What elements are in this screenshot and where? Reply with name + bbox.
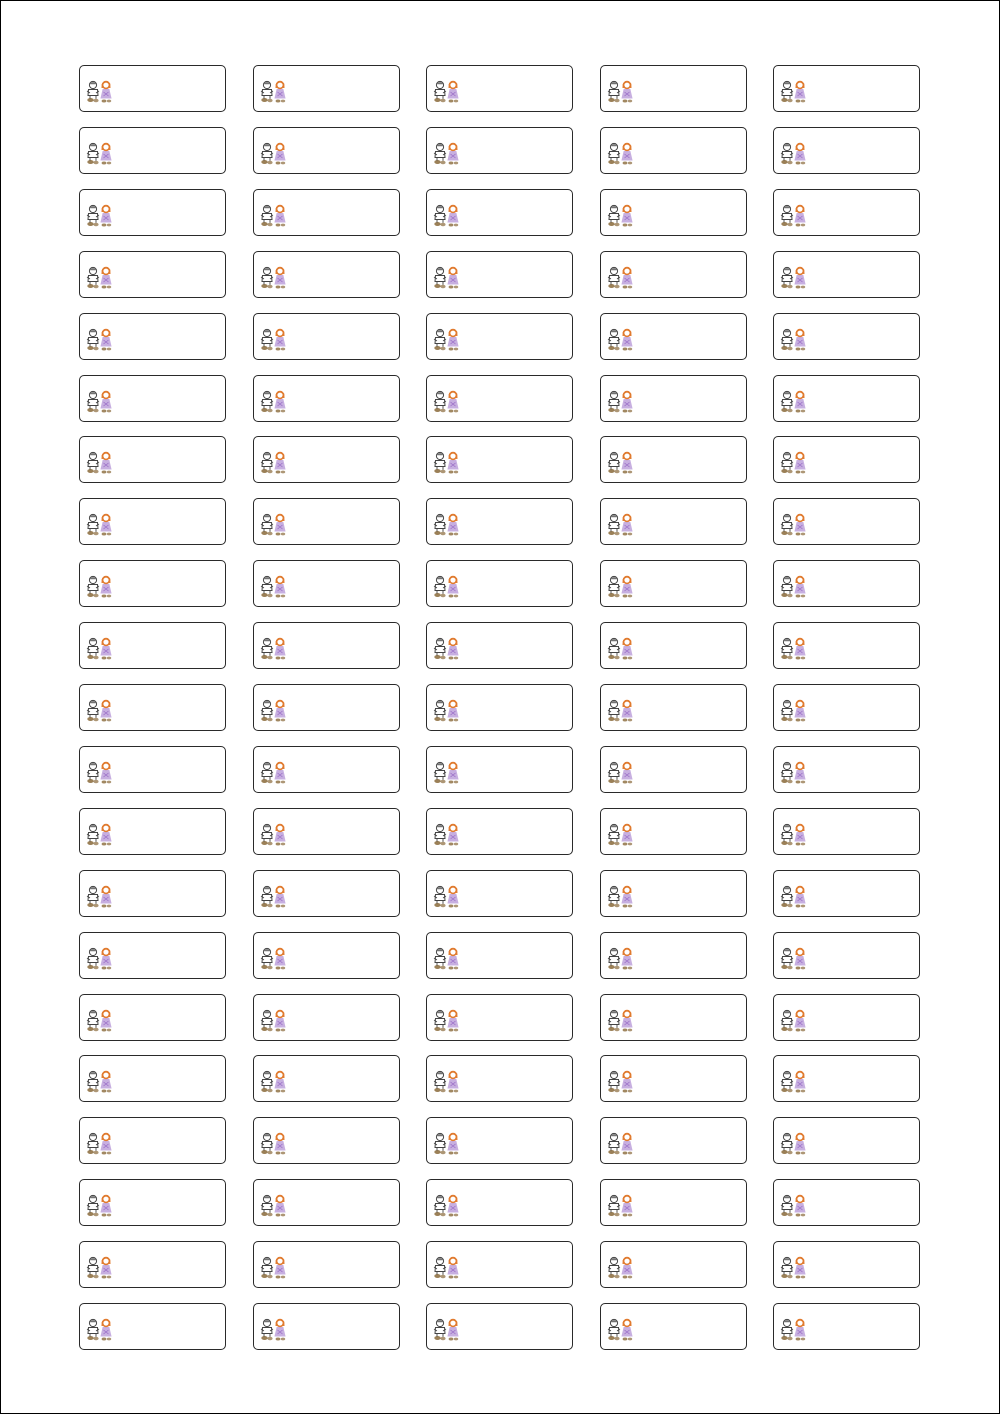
two-children-clipart-icon bbox=[605, 822, 635, 848]
label-cell bbox=[773, 1117, 920, 1164]
two-children-clipart-icon bbox=[778, 1317, 808, 1343]
label-cell bbox=[426, 313, 573, 360]
label-cell bbox=[253, 189, 400, 236]
label-grid bbox=[79, 65, 923, 1351]
two-children-clipart-icon bbox=[605, 327, 635, 353]
two-children-clipart-icon bbox=[84, 946, 114, 972]
two-children-clipart-icon bbox=[431, 141, 461, 167]
two-children-clipart-icon bbox=[778, 698, 808, 724]
label-cell bbox=[253, 560, 400, 607]
label-cell bbox=[253, 436, 400, 483]
label-cell bbox=[600, 375, 747, 422]
two-children-clipart-icon bbox=[605, 79, 635, 105]
two-children-clipart-icon bbox=[258, 822, 288, 848]
two-children-clipart-icon bbox=[431, 1317, 461, 1343]
two-children-clipart-icon bbox=[431, 822, 461, 848]
two-children-clipart-icon bbox=[258, 327, 288, 353]
two-children-clipart-icon bbox=[605, 884, 635, 910]
two-children-clipart-icon bbox=[778, 265, 808, 291]
label-cell bbox=[253, 1241, 400, 1288]
label-cell bbox=[426, 746, 573, 793]
label-cell bbox=[79, 189, 226, 236]
label-cell bbox=[253, 684, 400, 731]
label-cell bbox=[773, 932, 920, 979]
two-children-clipart-icon bbox=[778, 1193, 808, 1219]
label-cell bbox=[600, 498, 747, 545]
label-cell bbox=[79, 436, 226, 483]
label-cell bbox=[79, 1055, 226, 1102]
two-children-clipart-icon bbox=[84, 1193, 114, 1219]
two-children-clipart-icon bbox=[605, 265, 635, 291]
label-cell bbox=[773, 1241, 920, 1288]
label-cell bbox=[426, 127, 573, 174]
two-children-clipart-icon bbox=[84, 327, 114, 353]
two-children-clipart-icon bbox=[84, 760, 114, 786]
two-children-clipart-icon bbox=[778, 512, 808, 538]
two-children-clipart-icon bbox=[778, 141, 808, 167]
two-children-clipart-icon bbox=[258, 946, 288, 972]
two-children-clipart-icon bbox=[258, 1193, 288, 1219]
two-children-clipart-icon bbox=[431, 1255, 461, 1281]
two-children-clipart-icon bbox=[778, 636, 808, 662]
label-cell bbox=[253, 1303, 400, 1350]
two-children-clipart-icon bbox=[431, 265, 461, 291]
label-cell bbox=[600, 932, 747, 979]
label-cell bbox=[600, 436, 747, 483]
label-cell bbox=[426, 189, 573, 236]
two-children-clipart-icon bbox=[778, 884, 808, 910]
label-cell bbox=[426, 808, 573, 855]
label-cell bbox=[773, 251, 920, 298]
two-children-clipart-icon bbox=[84, 574, 114, 600]
two-children-clipart-icon bbox=[431, 760, 461, 786]
two-children-clipart-icon bbox=[431, 389, 461, 415]
two-children-clipart-icon bbox=[84, 1255, 114, 1281]
label-cell bbox=[253, 375, 400, 422]
label-cell bbox=[600, 808, 747, 855]
two-children-clipart-icon bbox=[431, 698, 461, 724]
label-cell bbox=[773, 684, 920, 731]
two-children-clipart-icon bbox=[605, 1255, 635, 1281]
two-children-clipart-icon bbox=[84, 203, 114, 229]
label-cell bbox=[253, 127, 400, 174]
label-cell bbox=[426, 1241, 573, 1288]
two-children-clipart-icon bbox=[84, 1008, 114, 1034]
label-cell bbox=[773, 622, 920, 669]
two-children-clipart-icon bbox=[605, 698, 635, 724]
label-cell bbox=[253, 994, 400, 1041]
two-children-clipart-icon bbox=[84, 389, 114, 415]
label-cell bbox=[79, 560, 226, 607]
two-children-clipart-icon bbox=[778, 760, 808, 786]
two-children-clipart-icon bbox=[605, 389, 635, 415]
label-cell bbox=[79, 251, 226, 298]
two-children-clipart-icon bbox=[84, 884, 114, 910]
label-cell bbox=[773, 436, 920, 483]
two-children-clipart-icon bbox=[84, 265, 114, 291]
label-cell bbox=[253, 313, 400, 360]
two-children-clipart-icon bbox=[258, 141, 288, 167]
label-cell bbox=[773, 746, 920, 793]
two-children-clipart-icon bbox=[258, 265, 288, 291]
two-children-clipart-icon bbox=[84, 698, 114, 724]
two-children-clipart-icon bbox=[605, 1131, 635, 1157]
label-cell bbox=[79, 622, 226, 669]
label-cell bbox=[79, 498, 226, 545]
two-children-clipart-icon bbox=[778, 450, 808, 476]
two-children-clipart-icon bbox=[778, 1008, 808, 1034]
two-children-clipart-icon bbox=[258, 203, 288, 229]
two-children-clipart-icon bbox=[431, 946, 461, 972]
two-children-clipart-icon bbox=[84, 1069, 114, 1095]
two-children-clipart-icon bbox=[605, 1069, 635, 1095]
label-cell bbox=[426, 375, 573, 422]
label-cell bbox=[600, 313, 747, 360]
label-cell bbox=[426, 684, 573, 731]
two-children-clipart-icon bbox=[258, 698, 288, 724]
label-cell bbox=[253, 622, 400, 669]
two-children-clipart-icon bbox=[605, 946, 635, 972]
two-children-clipart-icon bbox=[84, 79, 114, 105]
label-cell bbox=[773, 127, 920, 174]
two-children-clipart-icon bbox=[258, 884, 288, 910]
label-cell bbox=[600, 189, 747, 236]
two-children-clipart-icon bbox=[605, 203, 635, 229]
label-cell bbox=[773, 189, 920, 236]
label-cell bbox=[79, 313, 226, 360]
two-children-clipart-icon bbox=[778, 1255, 808, 1281]
label-cell bbox=[79, 994, 226, 1041]
label-cell bbox=[600, 560, 747, 607]
label-cell bbox=[773, 1055, 920, 1102]
two-children-clipart-icon bbox=[258, 512, 288, 538]
label-cell bbox=[79, 65, 226, 112]
two-children-clipart-icon bbox=[778, 1069, 808, 1095]
label-cell bbox=[253, 746, 400, 793]
label-cell bbox=[600, 1303, 747, 1350]
label-cell bbox=[426, 622, 573, 669]
label-cell bbox=[426, 436, 573, 483]
label-cell bbox=[253, 65, 400, 112]
two-children-clipart-icon bbox=[258, 389, 288, 415]
two-children-clipart-icon bbox=[258, 760, 288, 786]
label-cell bbox=[600, 622, 747, 669]
label-cell bbox=[773, 808, 920, 855]
two-children-clipart-icon bbox=[778, 203, 808, 229]
label-cell bbox=[253, 870, 400, 917]
label-cell bbox=[600, 1179, 747, 1226]
label-cell bbox=[79, 375, 226, 422]
label-cell bbox=[79, 746, 226, 793]
label-cell bbox=[426, 560, 573, 607]
label-cell bbox=[79, 684, 226, 731]
label-cell bbox=[773, 560, 920, 607]
label-cell bbox=[426, 65, 573, 112]
label-cell bbox=[253, 498, 400, 545]
label-cell bbox=[79, 1179, 226, 1226]
label-cell bbox=[253, 808, 400, 855]
two-children-clipart-icon bbox=[778, 389, 808, 415]
label-cell bbox=[253, 251, 400, 298]
label-cell bbox=[79, 1303, 226, 1350]
two-children-clipart-icon bbox=[84, 636, 114, 662]
two-children-clipart-icon bbox=[258, 79, 288, 105]
label-cell bbox=[426, 1117, 573, 1164]
label-cell bbox=[600, 1117, 747, 1164]
two-children-clipart-icon bbox=[84, 822, 114, 848]
two-children-clipart-icon bbox=[258, 1069, 288, 1095]
two-children-clipart-icon bbox=[431, 450, 461, 476]
label-cell bbox=[253, 1117, 400, 1164]
two-children-clipart-icon bbox=[778, 822, 808, 848]
label-cell bbox=[253, 1055, 400, 1102]
two-children-clipart-icon bbox=[605, 574, 635, 600]
two-children-clipart-icon bbox=[84, 512, 114, 538]
two-children-clipart-icon bbox=[431, 1193, 461, 1219]
two-children-clipart-icon bbox=[258, 1008, 288, 1034]
two-children-clipart-icon bbox=[258, 1131, 288, 1157]
label-cell bbox=[600, 684, 747, 731]
label-cell bbox=[426, 1179, 573, 1226]
label-cell bbox=[600, 746, 747, 793]
two-children-clipart-icon bbox=[84, 450, 114, 476]
two-children-clipart-icon bbox=[605, 141, 635, 167]
label-cell bbox=[79, 808, 226, 855]
label-cell bbox=[426, 994, 573, 1041]
label-cell bbox=[773, 1179, 920, 1226]
label-cell bbox=[600, 1055, 747, 1102]
two-children-clipart-icon bbox=[431, 512, 461, 538]
label-cell bbox=[426, 498, 573, 545]
two-children-clipart-icon bbox=[431, 203, 461, 229]
two-children-clipart-icon bbox=[778, 946, 808, 972]
label-cell bbox=[426, 932, 573, 979]
two-children-clipart-icon bbox=[778, 327, 808, 353]
label-cell bbox=[773, 1303, 920, 1350]
two-children-clipart-icon bbox=[431, 1131, 461, 1157]
two-children-clipart-icon bbox=[84, 1131, 114, 1157]
label-cell bbox=[79, 1117, 226, 1164]
label-cell bbox=[773, 375, 920, 422]
two-children-clipart-icon bbox=[431, 1008, 461, 1034]
two-children-clipart-icon bbox=[84, 141, 114, 167]
two-children-clipart-icon bbox=[258, 1317, 288, 1343]
two-children-clipart-icon bbox=[431, 79, 461, 105]
label-cell bbox=[773, 994, 920, 1041]
two-children-clipart-icon bbox=[605, 1317, 635, 1343]
label-cell bbox=[773, 498, 920, 545]
label-cell bbox=[600, 65, 747, 112]
label-cell bbox=[773, 313, 920, 360]
two-children-clipart-icon bbox=[258, 574, 288, 600]
label-cell bbox=[79, 127, 226, 174]
label-cell bbox=[79, 870, 226, 917]
label-cell bbox=[426, 1303, 573, 1350]
two-children-clipart-icon bbox=[258, 636, 288, 662]
two-children-clipart-icon bbox=[431, 327, 461, 353]
two-children-clipart-icon bbox=[431, 1069, 461, 1095]
two-children-clipart-icon bbox=[605, 760, 635, 786]
label-cell bbox=[600, 870, 747, 917]
label-cell bbox=[600, 127, 747, 174]
two-children-clipart-icon bbox=[605, 512, 635, 538]
two-children-clipart-icon bbox=[605, 1008, 635, 1034]
two-children-clipart-icon bbox=[431, 636, 461, 662]
two-children-clipart-icon bbox=[605, 450, 635, 476]
label-cell bbox=[600, 1241, 747, 1288]
two-children-clipart-icon bbox=[431, 574, 461, 600]
label-cell bbox=[426, 870, 573, 917]
label-cell bbox=[253, 932, 400, 979]
label-cell bbox=[600, 994, 747, 1041]
label-cell bbox=[773, 65, 920, 112]
two-children-clipart-icon bbox=[605, 1193, 635, 1219]
label-cell bbox=[600, 251, 747, 298]
label-cell bbox=[426, 251, 573, 298]
two-children-clipart-icon bbox=[778, 1131, 808, 1157]
label-cell bbox=[253, 1179, 400, 1226]
two-children-clipart-icon bbox=[431, 884, 461, 910]
label-cell bbox=[79, 932, 226, 979]
two-children-clipart-icon bbox=[778, 79, 808, 105]
two-children-clipart-icon bbox=[258, 1255, 288, 1281]
two-children-clipart-icon bbox=[605, 636, 635, 662]
label-cell bbox=[79, 1241, 226, 1288]
two-children-clipart-icon bbox=[258, 450, 288, 476]
two-children-clipart-icon bbox=[84, 1317, 114, 1343]
label-cell bbox=[773, 870, 920, 917]
label-cell bbox=[426, 1055, 573, 1102]
two-children-clipart-icon bbox=[778, 574, 808, 600]
